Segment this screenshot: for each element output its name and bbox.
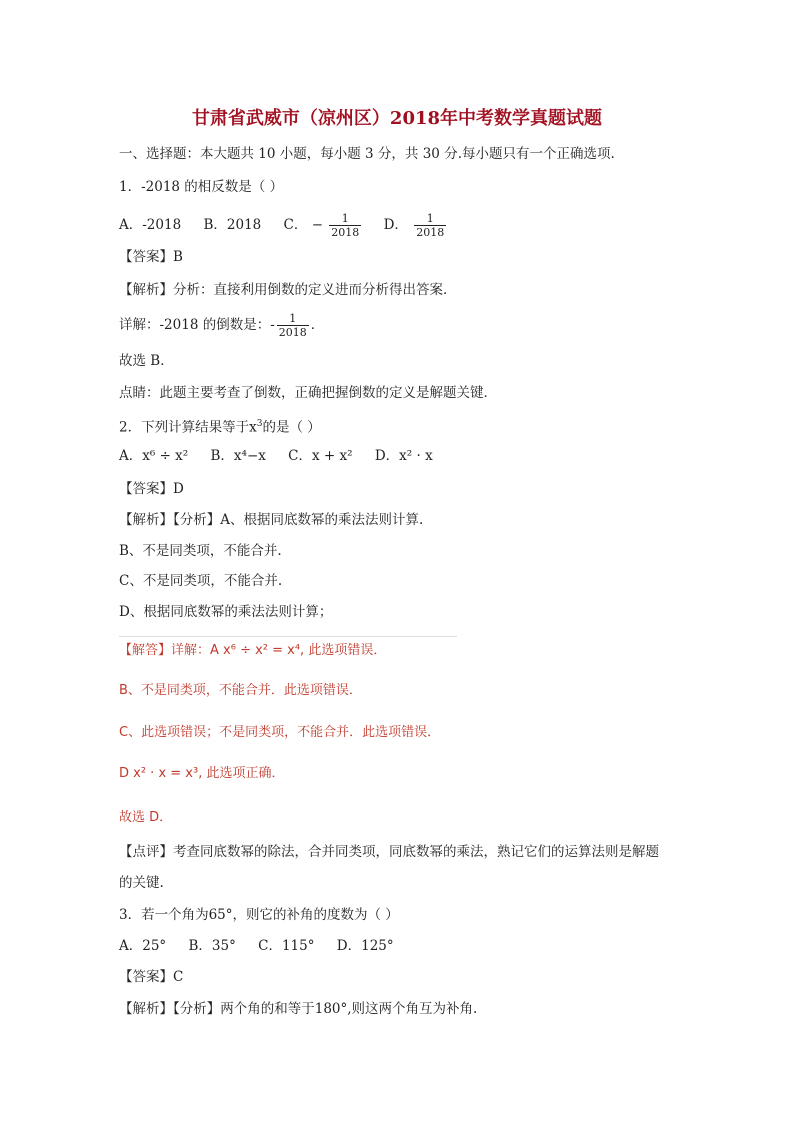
fraction-numerator: 1 [414, 212, 446, 226]
q2-option-c: C．x + x² [288, 448, 353, 464]
q1-analysis: 【解析】分析：直接利用倒数的定义进而分析得出答案． [119, 282, 457, 298]
q1-choose: 故选 B． [119, 353, 174, 369]
q1-option-c-fraction [329, 212, 361, 239]
q1-stem: 1．-2018 的相反数是（ ） [119, 179, 284, 195]
q2-option-a: A．x⁶ ÷ x² [119, 448, 189, 464]
q3-analysis: 【解析】【分析】两个角的和等于180°,则这两个角互为补角. [119, 1001, 478, 1017]
q2-answer: 【答案】D [119, 481, 184, 497]
q1-answer: 【答案】B [119, 249, 183, 265]
q2-comment-line2: 的关键. [119, 875, 164, 891]
divider [119, 636, 457, 637]
q2-analysis-c: C、不是同类项，不能合并. [119, 573, 283, 589]
q1-option-c-sign: − [311, 217, 323, 233]
q3-stem: 3．若一个角为65°，则它的补角的度数为（ ） [119, 907, 399, 923]
q2-solution-d: D x² · x = x³, 此选项正确． [119, 766, 285, 781]
q2-solution-choose: 故选 D． [119, 810, 173, 825]
q1-option-b: B．2018 [203, 217, 262, 233]
fraction-denominator: 2018 [278, 326, 307, 339]
q2-solution-b: B、不是同类项，不能合并．此选项错误． [119, 683, 362, 698]
q1-option-a: A．-2018 [119, 217, 182, 233]
q3-options [119, 937, 412, 955]
q3-option-d: D．125° [336, 938, 394, 954]
q2-analysis-b: B、不是同类项，不能合并. [119, 543, 282, 559]
q2-comment-line1: 【点评】考查同底数幂的除法，合并同类项，同底数幂的乘法，熟记它们的运算法则是解题 [119, 844, 659, 860]
fraction-denominator: 2018 [331, 226, 360, 239]
q1-detail-fraction [277, 312, 309, 339]
q3-option-c: C．115° [258, 938, 315, 954]
q1-detail-end: ． [310, 317, 325, 333]
q2-solution-c: C、此选项错误；不是同类项，不能合并．此选项错误． [119, 725, 441, 740]
q2-solution-a: 【解答】详解：A x⁶ ÷ x² = x⁴, 此选项错误． [119, 643, 387, 658]
q3-option-a: A．25° [119, 938, 167, 954]
q1-option-d-fraction [414, 212, 446, 239]
fraction-numerator: 1 [277, 312, 309, 326]
q2-stem-text: 2．下列计算结果等于 [119, 419, 250, 436]
q2-options [119, 447, 451, 465]
q3-answer: 【答案】C [119, 969, 184, 985]
q1-detail-text: 详解：-2018 的倒数是：- [119, 317, 275, 333]
q1-option-d-label: D． [383, 217, 408, 233]
q2-option-b: B．x⁴−x [210, 448, 266, 464]
q2-option-d: D．x² · x [374, 448, 433, 464]
q2-stem-end: 的是（ ） [262, 419, 321, 436]
q1-detail [119, 312, 324, 339]
q1-options [119, 212, 448, 239]
fraction-denominator: 2018 [416, 226, 445, 239]
q3-option-b: B．35° [188, 938, 236, 954]
q1-option-c-label: C． [283, 217, 308, 233]
q2-analysis-d: D、根据同底数幂的乘法法则计算； [119, 604, 333, 620]
q2-stem: 2．下列计算结果等于$x^3$的是（ ） [119, 419, 321, 436]
page-title: 甘肃省武威市（凉州区）2018年中考数学真题试题 [191, 108, 603, 129]
fraction-numerator: 1 [329, 212, 361, 226]
q2-analysis-a: 【解析】【分析】A、根据同底数幂的乘法法则计算. [119, 512, 424, 528]
q1-comment: 点睛：此题主要考查了倒数，正确把握倒数的定义是解题关键． [119, 385, 497, 401]
section-heading: 一、选择题：本大题共 10 小题，每小题 3 分，共 30 分.每小题只有一个正确选项. [119, 146, 615, 162]
